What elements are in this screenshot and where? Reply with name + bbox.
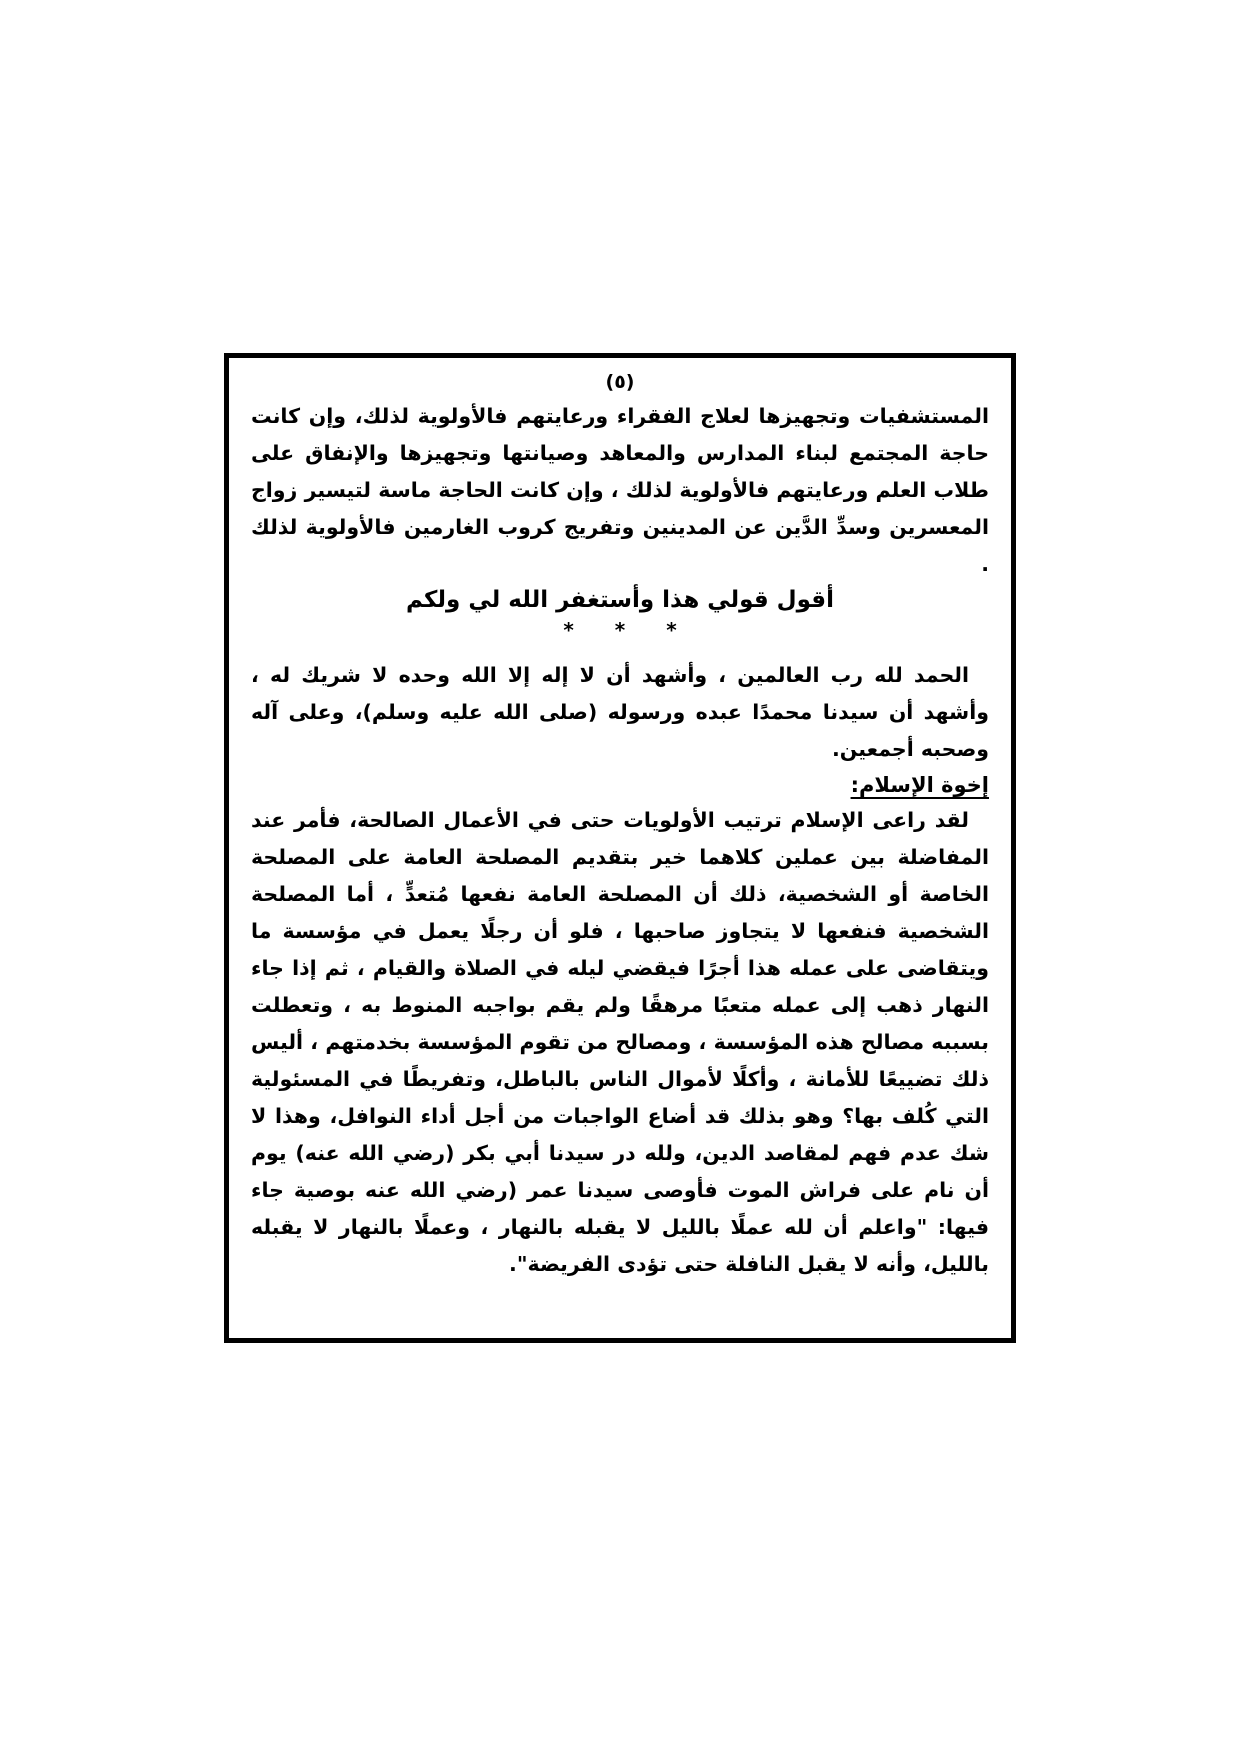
page-number: (٥) [605, 371, 635, 393]
paragraph-priorities: لقد راعى الإسلام ترتيب الأولويات حتى في الأعمال الصالحة، فأمر عند المفاضلة بين عملين كلاهما خير بتقديم المصلحة العامة على المصلحة الخاصة أو الشخصية، ذلك أن المصلحة العامة نفعها مُتعدٍّ ، أما المصلحة الشخصية فنفعها لا يتجاوز صاحبها ، فلو أن رجلًا يعمل في مؤسسة ما ويتقاضى على عمله هذا أجرًا فيقضي ليله في الصلاة والقيام ، ثم إذا جاء النهار ذهب إلى عمله متعبًا مرهقًا ولم يقم بواجبه المنوط به ، وتعطلت بسببه مصالح هذه المؤسسة ، ومصالح من تقوم المؤسسة بخدمتهم ، أليس ذلك تضييعًا للأمانة ، وأكلًا لأموال الناس بالباطل، وتفريطًا في المسئولية التي كُلف بها؟ وهو بذلك قد أضاع الواجبات من أجل أداء النوافل، وهذا لا شك عدم فهم لمقاصد الدين، ولله در سيدنا أبي بكر (رضي الله عنه) يوم أن نام على فراش الموت فأوصى سيدنا عمر (رضي الله عنه بوصية جاء فيها: "واعلم أن لله عملًا بالليل لا يقبله بالنهار ، وعملًا بالنهار لا يقبله بالليل، وأنه لا يقبل النافلة حتى تؤدى الفريضة". [251, 808, 989, 1276]
section-heading: إخوة الإسلام: [850, 773, 989, 797]
page-content [251, 366, 989, 1283]
paragraph-hospitals: المستشفيات وتجهيزها لعلاج الفقراء ورعايتهم فالأولوية لذلك، وإن كانت حاجة المجتمع لبناء المدارس والمعاهد وصيانتها وتجهيزها والإنفاق على طلاب العلم ورعايتهم فالأولوية لذلك ، وإن كانت الحاجة ماسة لتيسير زواج المعسرين وسدِّ الدَّين عن المدينين وتفريج كروب الغارمين فالأولوية لذلك . [251, 404, 989, 576]
paragraph-opening-praise: الحمد لله رب العالمين ، وأشهد أن لا إله إلا الله وحده لا شريك له ، وأشهد أن سيدنا محمدًا عبده ورسوله (صلى الله عليه وسلم)، وعلى آله وصحبه أجمعين. [251, 663, 989, 761]
separator-stars: * * * [563, 618, 677, 642]
closing-statement: أقول قولي هذا وأستغفر الله لي ولكم [405, 587, 834, 613]
page-frame [224, 353, 1016, 1343]
